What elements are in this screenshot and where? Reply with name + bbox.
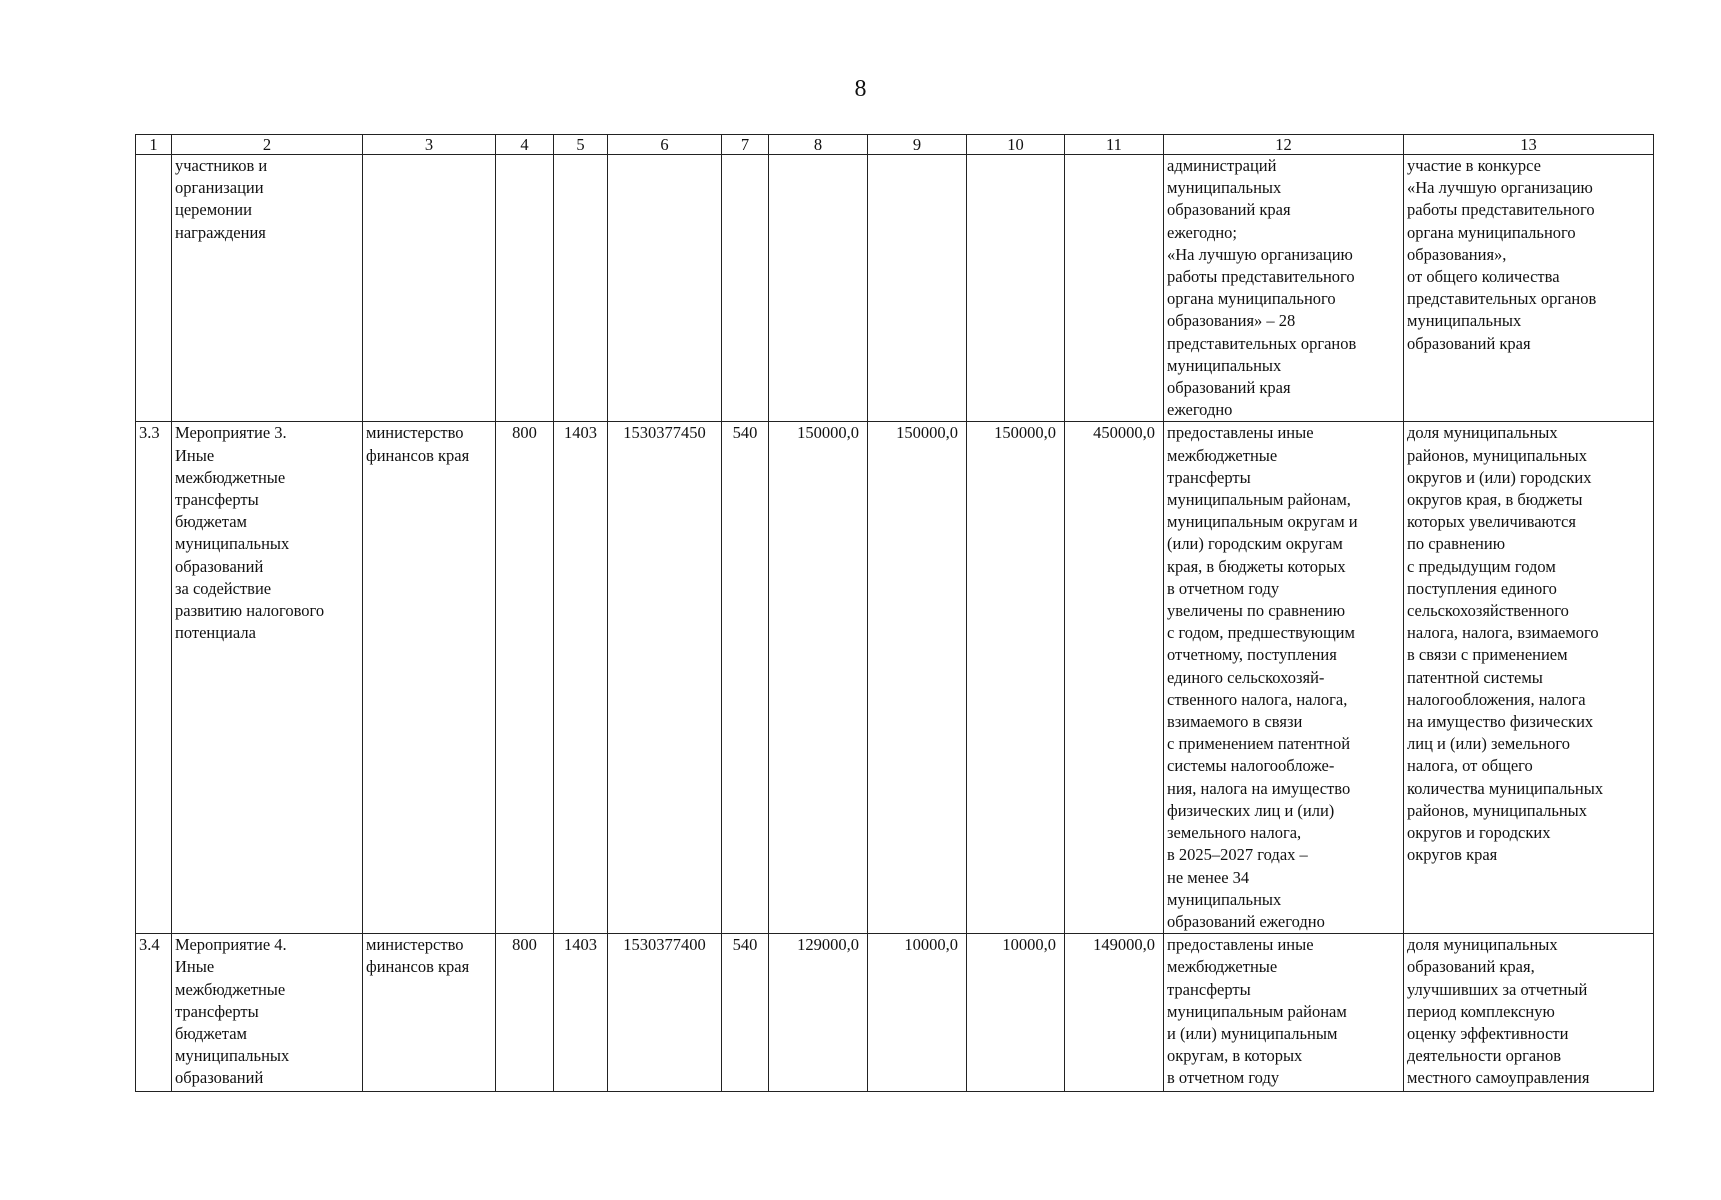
code-cell: 1530377450 xyxy=(608,422,722,934)
code-cell: 1403 xyxy=(554,422,608,934)
row-number-cell: 3.3 xyxy=(136,422,172,934)
executor-cell xyxy=(363,155,496,422)
indicator-cell: доля муниципальных образований края, улучшивших за отчетный период комплексную оценку эффективности деятельности органов местного самоуправления xyxy=(1404,934,1654,1092)
activity-name-cell: Мероприятие 3. Иные межбюджетные трансферты бюджетам муниципальных образований за содействие развитию налогового потенциала xyxy=(172,422,363,934)
expected-result-cell: предоставлены иные межбюджетные трансферты муниципальным районам и (или) муниципальным округам, в которых в отчетном году xyxy=(1164,934,1404,1092)
column-header: 10 xyxy=(967,135,1065,155)
amount-cell: 149000,0 xyxy=(1065,934,1164,1092)
code-cell xyxy=(722,155,769,422)
amount-cell: 450000,0 xyxy=(1065,422,1164,934)
column-header: 11 xyxy=(1065,135,1164,155)
executor-cell: министерство финансов края xyxy=(363,934,496,1092)
column-header: 5 xyxy=(554,135,608,155)
indicator-cell: доля муниципальных районов, муниципальных округов и (или) городских округов края, в бюджеты которых увеличиваются по сравнению с предыдущим годом поступления единого сельскохозяйственного налога, налога, взимаемого в связи с применением патентной системы налогообложения, налога на имущество физических лиц и (или) земельного налога, от общего количества муниципальных районов, муниципальных округов и городских округов края xyxy=(1404,422,1654,934)
amount-cell: 10000,0 xyxy=(967,934,1065,1092)
code-cell: 540 xyxy=(722,422,769,934)
table-header-row xyxy=(136,135,1654,155)
code-cell xyxy=(608,155,722,422)
amount-cell: 150000,0 xyxy=(868,422,967,934)
amount-cell: 129000,0 xyxy=(769,934,868,1092)
column-header: 2 xyxy=(172,135,363,155)
code-cell: 1530377400 xyxy=(608,934,722,1092)
column-header: 4 xyxy=(496,135,554,155)
code-cell: 800 xyxy=(496,934,554,1092)
amount-cell: 150000,0 xyxy=(967,422,1065,934)
column-header: 6 xyxy=(608,135,722,155)
expected-result-cell: предоставлены иные межбюджетные трансферты муниципальным районам, муниципальным округам и (или) городским округам края, в бюджеты которых в отчетном году увеличены по сравнению с годом, предшествующим отчетному, поступления единого сельскохозяй- ственного налога, налога, взимаемого в связи с применением патентной системы налогообложе- ния, налога на имущество физических лиц и (или) земельного налога, в 2025–2027 годах – не менее 34 муниципальных образований ежегодно xyxy=(1164,422,1404,934)
code-cell: 800 xyxy=(496,422,554,934)
row-number-cell: 3.4 xyxy=(136,934,172,1092)
amount-cell: 10000,0 xyxy=(868,934,967,1092)
amount-cell xyxy=(967,155,1065,422)
table-row xyxy=(136,422,1654,934)
row-number-cell xyxy=(136,155,172,422)
code-cell xyxy=(496,155,554,422)
amount-cell xyxy=(769,155,868,422)
amount-cell xyxy=(868,155,967,422)
expected-result-cell: администраций муниципальных образований края ежегодно; «На лучшую организацию работы представительного органа муниципального образования» – 28 представительных органов муниципальных образований края ежегодно xyxy=(1164,155,1404,422)
table-row xyxy=(136,155,1654,422)
activity-name-cell: участников и организации церемонии награждения xyxy=(172,155,363,422)
table-row xyxy=(136,934,1654,1092)
indicator-cell: участие в конкурсе «На лучшую организацию работы представительного органа муниципального образования», от общего количества представительных органов муниципальных образований края xyxy=(1404,155,1654,422)
column-header: 12 xyxy=(1164,135,1404,155)
column-header: 13 xyxy=(1404,135,1654,155)
column-header: 1 xyxy=(136,135,172,155)
code-cell xyxy=(554,155,608,422)
column-header: 8 xyxy=(769,135,868,155)
document-table xyxy=(135,134,1654,1092)
amount-cell: 150000,0 xyxy=(769,422,868,934)
column-header: 9 xyxy=(868,135,967,155)
activity-name-cell: Мероприятие 4. Иные межбюджетные трансферты бюджетам муниципальных образований xyxy=(172,934,363,1092)
page-number: 8 xyxy=(854,76,867,102)
column-header: 3 xyxy=(363,135,496,155)
executor-cell: министерство финансов края xyxy=(363,422,496,934)
code-cell: 540 xyxy=(722,934,769,1092)
amount-cell xyxy=(1065,155,1164,422)
column-header: 7 xyxy=(722,135,769,155)
code-cell: 1403 xyxy=(554,934,608,1092)
